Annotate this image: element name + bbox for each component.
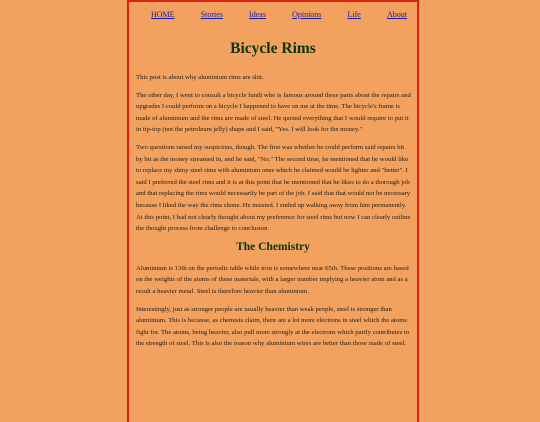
top-nav bbox=[133, 2, 413, 19]
section-heading: The Chemistry bbox=[236, 240, 310, 253]
nav-link-home[interactable]: HOME bbox=[151, 10, 175, 19]
post-intro: This post is about why aluminium rims are shit. bbox=[136, 74, 264, 81]
post-paragraph: The other day, I went to consult a bicycle fundi who is famous around these parts about the repairs and upgrades I could perform on a bicycle I happened to have on me at the time. The bicycle's frame is made of aluminium and the rims are made of steel. He quoted everything that I would require to put it in tip-top (not the petroleum jelly) shape and I said, "Yes. I will look for the money." bbox=[136, 91, 411, 134]
nav-link-stories[interactable]: Stories bbox=[200, 10, 223, 19]
nav-link-ideas[interactable]: Ideas bbox=[249, 10, 266, 19]
post-title: Bicycle Rims bbox=[230, 40, 316, 57]
post-paragraph: Interestingly, just as stronger people are usually heavier than weak people, steel is stronger than aluminium. This is because, as chemists claim, there are a lot more electrons in steel which the atoms fight for. The atoms, being heavier, also pull more strongly at the electrons which partly contributes to the strength of steel. This is also the reason why aluminium wires are better than those made of steel. bbox=[136, 305, 410, 348]
post-paragraph: Aluminium is 13th on the periodic table while iron is somewhere near 65th. These positions are based on the weights of the atoms of these materials, with a larger number implying a heavier atom and as a result a heavier metal. Steel is therefore heavier than aluminium. bbox=[136, 264, 409, 295]
nav-link-opinions[interactable]: Opinions bbox=[292, 10, 322, 19]
content-column bbox=[127, 0, 419, 422]
post-paragraph: Two questions raised my suspicions, though. The first was whether he could perform said repairs bit by bit as the money streamed in, and he said, "No." The second time, he mentioned that he would like to replace my shiny steel rims with aluminium ones which he claimed would be lighter and "better". I said I preferred the steel rims and it is at this point that he mentioned that he likes to do a thorough job and that replacing the rims would necessarily be part of the job. I said that that would not be necessary because I liked the way the rims shone. He insisted. I ended up walking away from him permanently. At this point, I had not clearly thought about my preference for steel rims but now I can clearly outline the thought process from challenge to conclusion. bbox=[136, 143, 411, 233]
nav-link-life[interactable]: Life bbox=[347, 10, 361, 19]
nav-link-about[interactable]: About bbox=[386, 10, 407, 19]
